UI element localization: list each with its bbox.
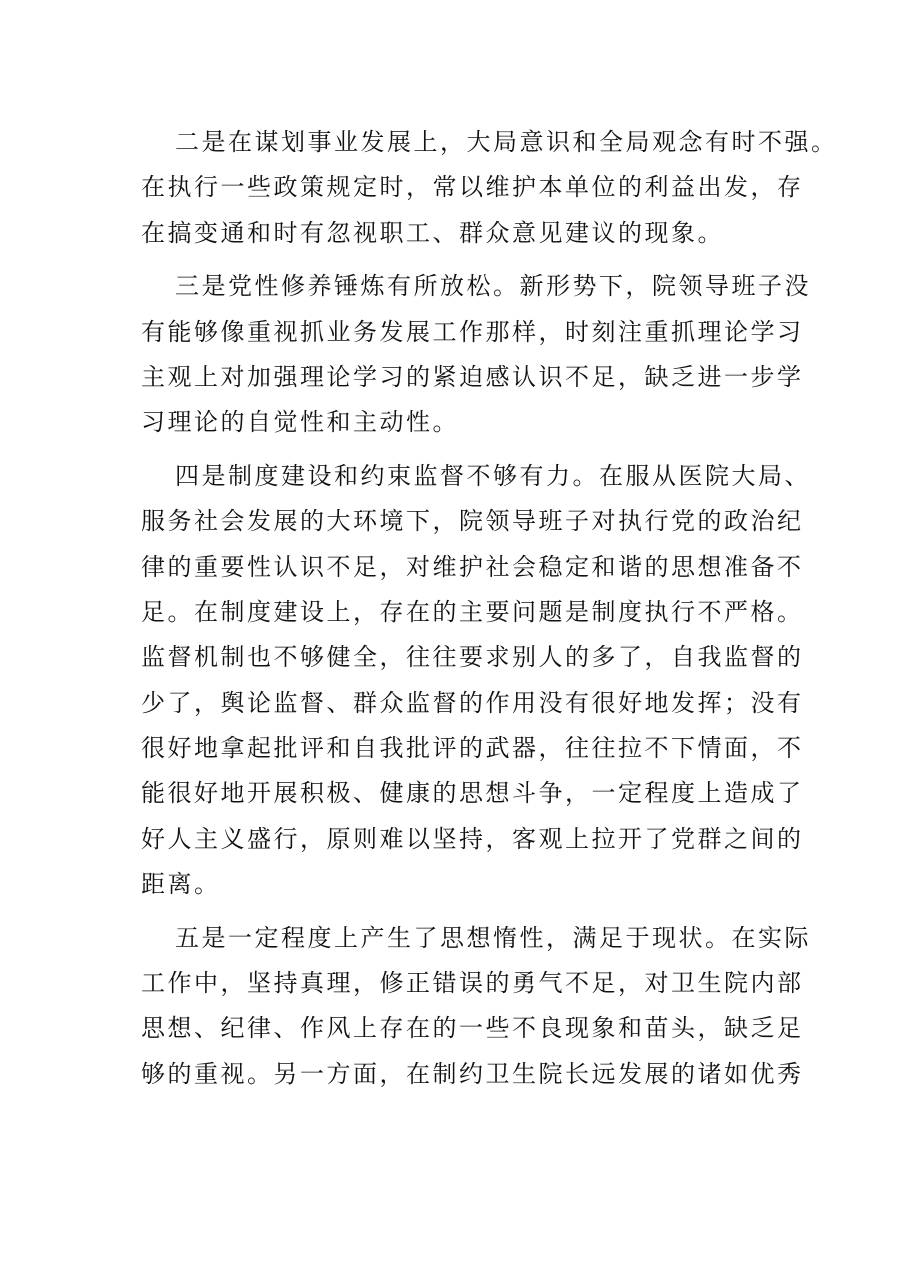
paragraph-4 [141, 454, 811, 908]
paragraph-line: 三是党性修养锤炼有所放松。新形势下，院领导班子没 [175, 272, 811, 301]
paragraph-2 [141, 120, 838, 256]
paragraph-line: 在搞变通和时有忽视职工、群众意见建议的现象。 [141, 218, 724, 247]
paragraph-line: 能很好地开展积极、健康的思想斗争，一定程度上造成了 [141, 779, 804, 808]
paragraph-line: 习理论的自觉性和主动性。 [141, 408, 459, 437]
paragraph-line: 二是在谋划事业发展上，大局意识和全局观念有时不强。 [175, 128, 838, 156]
paragraph-line: 主观上对加强理论学习的紧迫感认识不足，缺乏进一步学 [141, 362, 804, 391]
paragraph-line: 工作中，坚持真理，修正错误的勇气不足，对卫生院内部 [141, 969, 804, 998]
paragraph-line: 在执行一些政策规定时，常以维护本单位的利益出发，存 [141, 173, 804, 202]
paragraph-line: 服务社会发展的大环境下，院领导班子对执行党的政治纪 [141, 507, 804, 536]
paragraph-gap [141, 908, 801, 916]
document-body [141, 120, 838, 1097]
paragraph-5 [141, 916, 811, 1098]
paragraph-line: 少了，舆论监督、群众监督的作用没有很好地发挥；没有 [141, 688, 804, 717]
paragraph-3 [141, 264, 811, 446]
paragraph-gap [141, 446, 801, 454]
paragraph-line: 五是一定程度上产生了思想惰性，满足于现状。在实际 [175, 923, 811, 952]
paragraph-line: 律的重要性认识不足，对维护社会稳定和谐的思想准备不 [141, 552, 804, 581]
paragraph-line: 很好地拿起批评和自我批评的武器，往往拉不下情面，不 [141, 734, 804, 763]
paragraph-gap [141, 256, 801, 264]
paragraph-line: 足。在制度建设上，存在的主要问题是制度执行不严格。 [141, 597, 804, 626]
paragraph-line: 有能够像重视抓业务发展工作那样，时刻注重抓理论学习 [141, 317, 804, 346]
paragraph-line: 距离。 [141, 870, 221, 899]
paragraph-line: 好人主义盛行，原则难以坚持，客观上拉开了党群之间的 [141, 824, 804, 853]
paragraph-line: 四是制度建设和约束监督不够有力。在服从医院大局、 [175, 461, 811, 490]
paragraph-line: 够的重视。另一方面，在制约卫生院长远发展的诸如优秀 [141, 1059, 804, 1088]
paragraph-line: 监督机制也不够健全，往往要求别人的多了，自我监督的 [141, 643, 804, 672]
paragraph-line: 思想、纪律、作风上存在的一些不良现象和苗头，缺乏足 [141, 1014, 804, 1043]
